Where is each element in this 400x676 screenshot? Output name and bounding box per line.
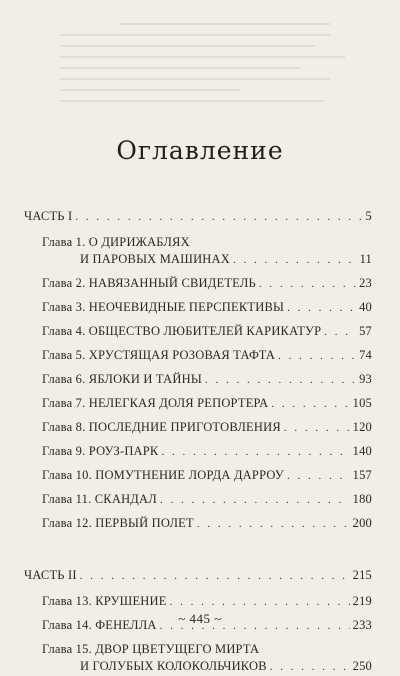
toc-entry-label: Глава 8. ПОСЛЕДНИЕ ПРИГОТОВЛЕНИЯ — [42, 420, 281, 434]
toc-entry-label: И ГОЛУБЫХ КОЛОКОЛЬЧИКОВ — [80, 659, 267, 673]
toc-entry-label: Глава 13. КРУШЕНИЕ — [42, 594, 167, 608]
toc-entry-chapter-11 — [24, 491, 372, 509]
toc-entry-chapter-15 — [24, 658, 372, 676]
toc-entry-page: 157 — [352, 468, 372, 482]
table-of-contents — [24, 208, 372, 676]
toc-entry-chapter-1 — [24, 251, 372, 269]
dot-leader — [324, 324, 356, 341]
toc-entry-page: 250 — [352, 659, 372, 673]
toc-entry-label: Глава 2. НАВЯЗАННЫЙ СВИДЕТЕЛЬ — [42, 276, 256, 290]
toc-entry-page: 200 — [352, 516, 372, 530]
toc-entry-chapter-4 — [24, 323, 372, 341]
dot-leader — [287, 300, 356, 317]
toc-entry-chapter-9 — [24, 443, 372, 461]
dot-leader — [259, 276, 356, 293]
dot-leader — [271, 396, 349, 413]
toc-entry-label: Глава 5. ХРУСТЯЩАЯ РОЗОВАЯ ТАФТА — [42, 348, 276, 362]
dot-leader — [170, 594, 350, 611]
dot-leader — [160, 492, 350, 509]
dot-leader — [161, 444, 349, 461]
toc-entry-chapter-13 — [24, 593, 372, 611]
toc-entry-label: Глава 9. РОУЗ-ПАРК — [42, 444, 159, 458]
dot-leader — [80, 568, 350, 585]
dot-leader — [270, 659, 350, 676]
toc-entry-label: Глава 7. НЕЛЕГКАЯ ДОЛЯ РЕПОРТЕРА — [42, 396, 269, 410]
toc-entry-label: Глава 14. ФЕНЕЛЛА — [42, 618, 157, 632]
toc-entry-chapter-1-line1: Глава 1. О ДИРИЖАБЛЯХ — [42, 235, 190, 249]
toc-entry-label: Глава 12. ПЕРВЫЙ ПОЛЕТ — [42, 516, 194, 530]
toc-entry-page: 219 — [352, 594, 372, 608]
toc-entry-page: 74 — [359, 348, 372, 362]
toc-entry-chapter-12 — [24, 515, 372, 533]
toc-entry-label: Глава 10. ПОМУТНЕНИЕ ЛОРДА ДАРРОУ — [42, 468, 284, 482]
toc-entry-chapter-7 — [24, 395, 372, 413]
toc-entry-chapter-6 — [24, 371, 372, 389]
toc-entry-chapter-10 — [24, 467, 372, 485]
show-through-text — [60, 14, 360, 134]
toc-entry-page: 23 — [359, 276, 372, 290]
toc-entry-label: И ПАРОВЫХ МАШИНАХ — [80, 252, 230, 266]
toc-entry-chapter-2 — [24, 275, 372, 293]
page-title: Оглавление — [116, 136, 284, 165]
toc-entry-label: ЧАСТЬ I — [24, 209, 73, 223]
toc-entry-page: 215 — [352, 568, 372, 582]
toc-entry-page: 233 — [352, 618, 372, 632]
dot-leader — [75, 209, 362, 226]
toc-entry-page: 93 — [359, 372, 372, 386]
toc-entry-page: 11 — [359, 252, 372, 266]
toc-entry-label: Глава 11. СКАНДАЛ — [42, 492, 157, 506]
toc-entry-page: 180 — [352, 492, 372, 506]
toc-entry-chapter-3 — [24, 299, 372, 317]
toc-entry-chapter-15-line1: Глава 15. ДВОР ЦВЕТУЩЕГО МИРТА — [42, 642, 260, 656]
toc-entry-page: 140 — [352, 444, 372, 458]
toc-entry-page: 40 — [359, 300, 372, 314]
toc-entry-page: 5 — [365, 209, 372, 223]
toc-entry-chapter-8 — [24, 419, 372, 437]
toc-entry-chapter-5 — [24, 347, 372, 365]
toc-entry-label: Глава 3. НЕОЧЕВИДНЫЕ ПЕРСПЕКТИВЫ — [42, 300, 285, 314]
toc-entry-label: Глава 6. ЯБЛОКИ И ТАЙНЫ — [42, 372, 202, 386]
toc-entry-part-1 — [24, 208, 372, 226]
toc-entry-part-2 — [24, 567, 372, 585]
dot-leader — [233, 252, 357, 269]
toc-entry-label: ЧАСТЬ II — [24, 568, 77, 582]
page-number: ~ 445 ~ — [178, 611, 222, 626]
dot-leader — [205, 372, 356, 389]
toc-entry-page: 105 — [352, 396, 372, 410]
toc-entry-label: Глава 4. ОБЩЕСТВО ЛЮБИТЕЛЕЙ КАРИКАТУР — [42, 324, 322, 338]
dot-leader — [284, 420, 350, 437]
dot-leader — [287, 468, 350, 485]
dot-leader — [278, 348, 356, 365]
toc-entry-page: 57 — [359, 324, 372, 338]
toc-entry-page: 120 — [352, 420, 372, 434]
dot-leader — [197, 516, 350, 533]
